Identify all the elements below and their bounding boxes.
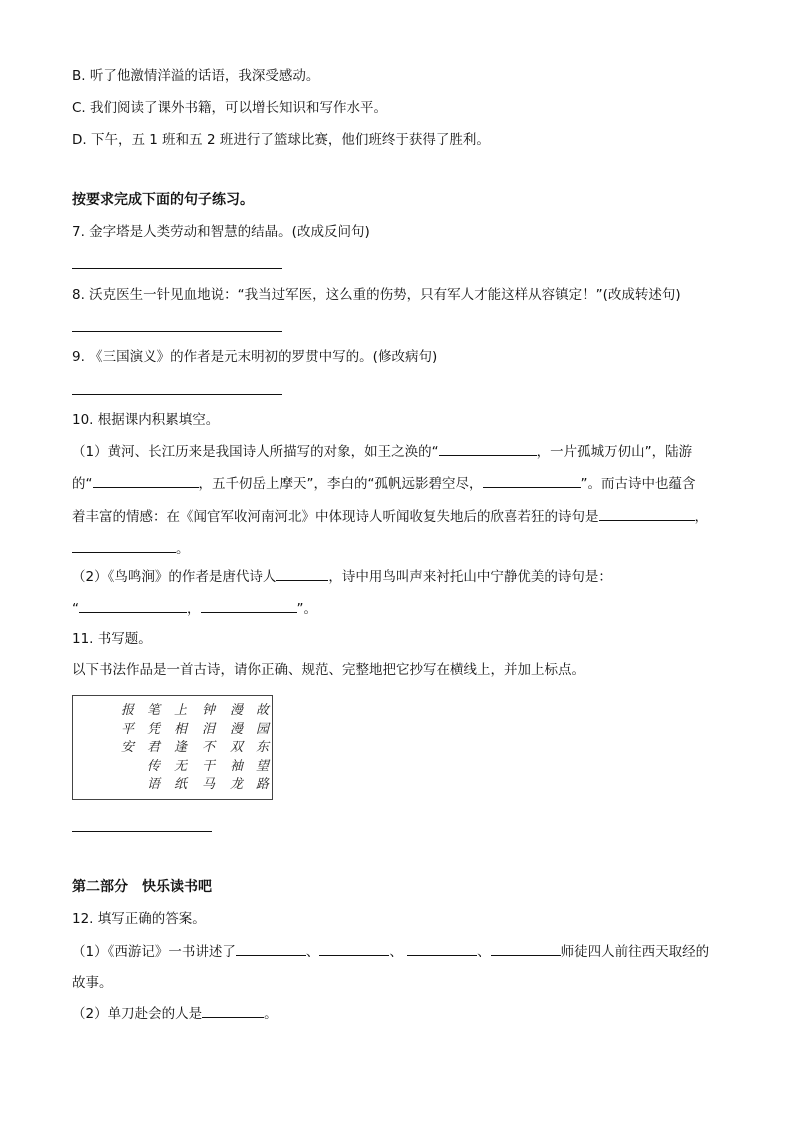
question-12-line-2: 故事。 — [72, 975, 113, 991]
calligraphy-column: 报 平 安 — [121, 703, 135, 755]
option-d: D. 下午，五 1 班和五 2 班进行了篮球比赛，他们班终于获得了胜利。 — [72, 132, 490, 148]
answer-line-9[interactable] — [72, 394, 282, 395]
question-10-line-3: 着丰富的情感：在《闻官军收河南河北》中体现诗人听闻收复失地后的欣喜若狂的诗句是 ， — [72, 506, 708, 527]
calligraphy-column: 笔 凭 君 传 语 — [147, 703, 161, 792]
answer-line-8[interactable] — [72, 331, 282, 332]
option-c: C. 我们阅读了课外书籍，可以增长知识和写作水平。 — [72, 100, 388, 116]
option-b: B. 听了他激情洋溢的话语，我深受感动。 — [72, 68, 320, 84]
blank-12[interactable] — [491, 941, 561, 956]
calligraphy-column: 钟 泪 不 干 马 — [202, 703, 216, 792]
blank-6[interactable] — [276, 566, 328, 581]
question-10-title: 10. 根据课内积累填空。 — [72, 412, 220, 428]
part-2-heading: 第二部分 快乐读书吧 — [72, 879, 212, 895]
blank-7[interactable] — [79, 598, 187, 613]
blank-3[interactable] — [483, 473, 581, 488]
section-heading: 按要求完成下面的句子练习。 — [72, 192, 254, 208]
question-12-line-3: （2）单刀赴会的人是 。 — [72, 1003, 278, 1024]
calligraphy-column: 漫 漫 双 袖 龙 — [230, 703, 244, 792]
question-10-line-1: （1）黄河、长江历来是我国诗人所描写的对象，如王之涣的“ ，一片孤城万仞山”，陆游 — [72, 441, 692, 462]
question-12-title: 12. 填写正确的答案。 — [72, 911, 206, 927]
blank-9[interactable] — [236, 941, 306, 956]
blank-13[interactable] — [202, 1003, 264, 1018]
question-10-line-4: 。 — [72, 538, 190, 559]
calligraphy-column: 故 园 东 望 路 — [256, 703, 270, 792]
answer-line-11[interactable] — [72, 831, 212, 832]
calligraphy-column: 上 相 逢 无 纸 — [174, 703, 188, 792]
question-11-title: 11. 书写题。 — [72, 631, 152, 647]
question-12-line-1: （1）《西游记》一书讲述了 、 、 、 师徒四人前往西天取经的 — [72, 941, 709, 962]
blank-1[interactable] — [439, 441, 537, 456]
blank-10[interactable] — [319, 941, 389, 956]
question-10-line-5: （2）《鸟鸣涧》的作者是唐代诗人 ，诗中用鸟叫声来衬托山中宁静优美的诗句是： — [72, 566, 612, 587]
question-10-line-6: “ ， ”。 — [72, 598, 317, 619]
blank-5[interactable] — [72, 538, 176, 553]
blank-4[interactable] — [599, 506, 695, 521]
question-9: 9. 《三国演义》的作者是元末明初的罗贯中写的。(修改病句) — [72, 349, 438, 365]
question-8: 8. 沃克医生一针见血地说：“我当过军医，这么重的伤势，只有军人才能这样从容镇定！”(改成转述句) — [72, 287, 681, 303]
question-11-desc: 以下书法作品是一首古诗，请你正确、规范、完整地把它抄写在横线上，并加上标点。 — [72, 662, 585, 678]
question-7: 7. 金字塔是人类劳动和智慧的结晶。(改成反问句) — [72, 224, 370, 240]
blank-2[interactable] — [93, 473, 199, 488]
calligraphy-image — [72, 695, 273, 800]
blank-11[interactable] — [407, 941, 477, 956]
answer-line-7[interactable] — [72, 268, 282, 269]
blank-8[interactable] — [201, 598, 297, 613]
question-10-line-2: 的“ ，五千仞岳上摩天”，李白的“孤帆远影碧空尽， ”。而古诗中也蕴含 — [72, 473, 696, 494]
